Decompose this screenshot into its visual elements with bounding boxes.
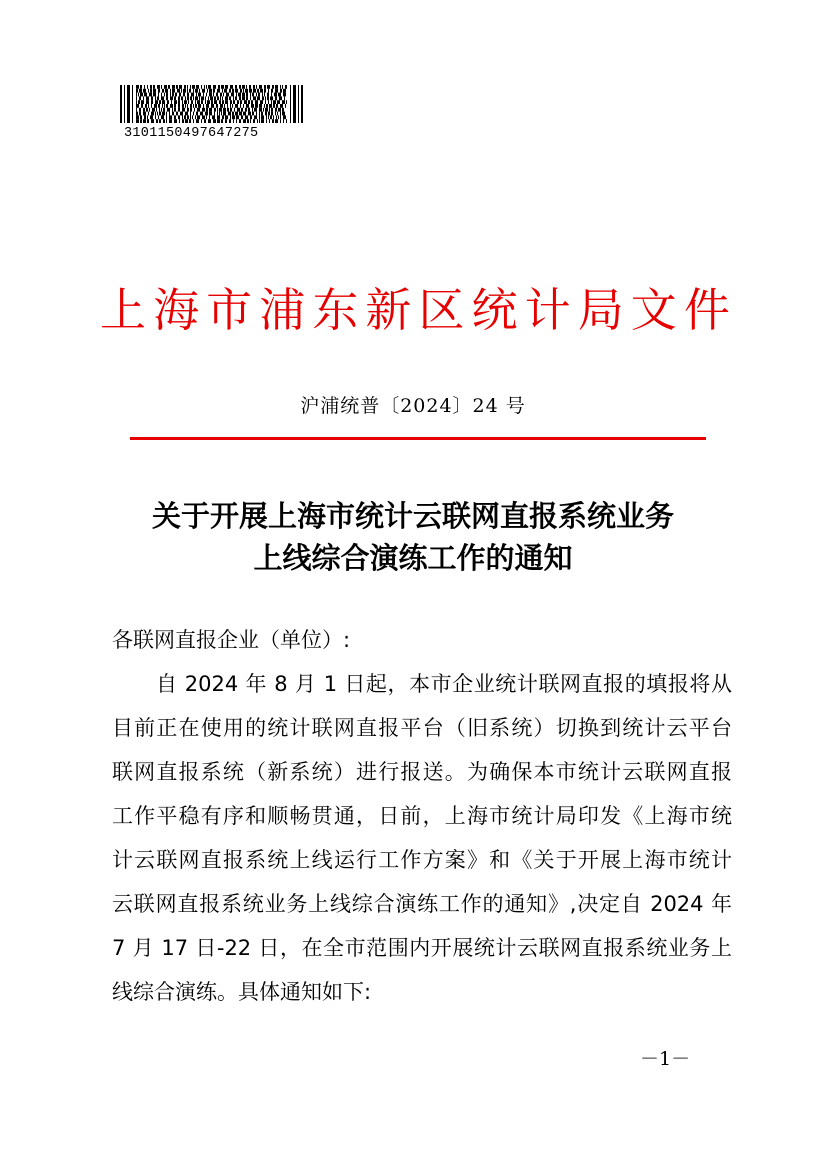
- issuer-char: 上: [100, 283, 146, 337]
- issuer-char: 局: [577, 283, 624, 337]
- body-line: 工作平稳有序和顺畅贯通，日前，上海市统计局印发《上海市统: [112, 804, 732, 828]
- issuer-char: 区: [418, 283, 465, 337]
- body-line: 云联网直报系统业务上线综合演练工作的通知》,决定自 2024 年: [112, 892, 732, 916]
- body-line: 线综合演练。具体通知如下:: [112, 980, 372, 1004]
- page-number: －1－: [640, 1048, 691, 1070]
- body-line: 7 月 17 日-22 日，在全市范围内开展统计云联网直报系统业务上: [112, 936, 732, 960]
- issuer-char: 东: [312, 283, 359, 337]
- issuer-char: 新: [365, 283, 412, 337]
- body-line: 联网直报系统（新系统）进行报送。为确保本市统计云联网直报: [112, 760, 732, 784]
- red-separator-line: [130, 437, 706, 440]
- barcode-image: [120, 85, 306, 123]
- issuing-authority-title: [100, 282, 730, 338]
- issuer-char: 计: [524, 283, 571, 337]
- issuer-char: 件: [683, 283, 730, 337]
- issuer-char: 市: [206, 283, 253, 337]
- issuer-char: 统: [471, 283, 518, 337]
- salutation: 各联网直报企业（单位）:: [112, 628, 351, 652]
- issuer-char: 浦: [259, 283, 306, 337]
- document-title-line-2: 上线综合演练工作的通知: [253, 541, 573, 575]
- barcode-number: 3101150497647275: [124, 126, 259, 141]
- body-line: 自 2024 年 8 月 1 日起，本市企业统计联网直报的填报将从: [156, 672, 732, 696]
- issuer-char: 文: [630, 283, 677, 337]
- body-line: 计云联网直报系统上线运行工作方案》和《关于开展上海市统计: [112, 848, 732, 872]
- document-title-line-1: 关于开展上海市统计云联网直报系统业务: [151, 499, 674, 533]
- issuer-char: 海: [153, 283, 200, 337]
- body-line: 目前正在使用的统计联网直报平台（旧系统）切换到统计云平台: [112, 716, 732, 740]
- document-number: 沪浦统普〔2024〕24 号: [300, 395, 526, 417]
